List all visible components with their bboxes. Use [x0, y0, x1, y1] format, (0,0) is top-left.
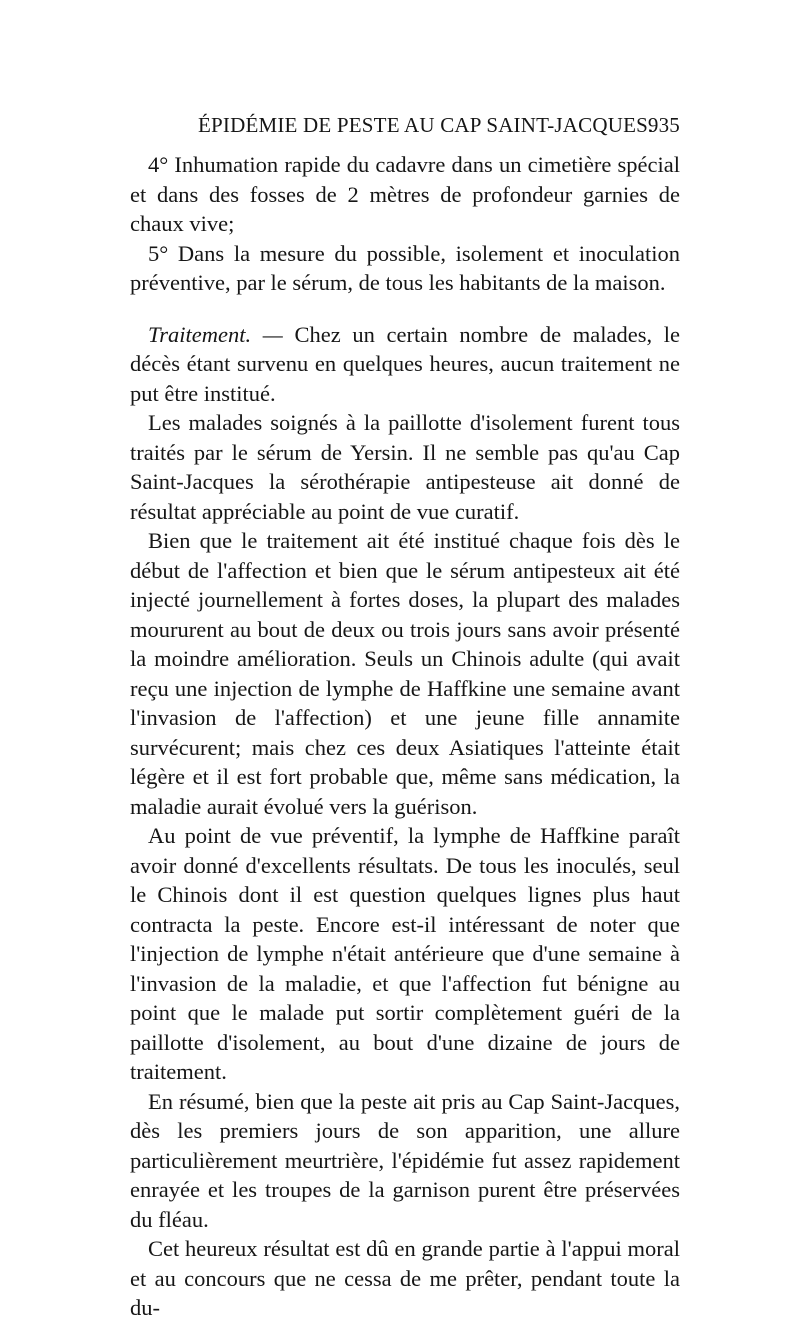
running-header: [130, 113, 680, 143]
paragraph-treatment: [130, 320, 680, 409]
paragraph-burial: 4° Inhumation rapide du cadavre dans un cimetière spécial et dans des fosses de 2 mètres de profondeur garnies de chaux vive;: [130, 152, 680, 236]
paragraph-preventive: Au point de vue préventif, la lymphe de Haffkine paraît avoir donné d'excellents résultats. De tous les inoculés, seul le Chinois dont il est question quelques lignes plus haut contracta la peste. Encore est-il intéressant de noter que l'injection de lymphe n'était antérieure que d'une semaine à l'invasion de la maladie, et que l'affection fut bénigne au point que le malade put sortir complètement guéri de la paillotte d'isolement, au bout d'une dizaine de jours de traitement.: [130, 823, 680, 1084]
body-text: [130, 150, 680, 1323]
paragraph-summary: En résumé, bien que la peste ait pris au Cap Saint-Jacques, dès les premiers jours de son apparition, une allure particulièrement meurtrière, l'épidémie fut assez rapidement enrayée et les troupes de la garnison purent être préservées du fléau.: [130, 1088, 680, 1232]
paragraph-outcomes: Bien que le traitement ait été institué chaque fois dès le début de l'affection et bien que le sérum antipesteux ait été injecté journellement à fortes doses, la plupart des malades moururent au bout de deux ou trois jours sans avoir présenté la moindre amélioration. Seuls un Chinois adulte (qui avait reçu une injection de lymphe de Haffkine une semaine avant l'invasion de l'affection) et une jeune fille annamite survécurent; mais chez ces deux Asiatiques l'atteinte était légère et il est fort probable que, même sans médication, la maladie aurait évolué vers la guérison.: [130, 528, 680, 819]
paragraph-treatment-text: Chez un certain nombre de malades, le décès étant survenu en quelques heures, aucun traitement ne put être institué.: [130, 321, 680, 406]
running-title: ÉPIDÉMIE DE PESTE AU CAP SAINT-JACQUES.: [198, 113, 654, 137]
page-number: 935: [647, 113, 680, 137]
section-heading-treatment: Traitement. —: [148, 321, 283, 347]
paragraph-acknowledgement: Cet heureux résultat est dû en grande partie à l'appui moral et au concours que ne cessa de me prêter, pendant toute la du-: [130, 1236, 680, 1320]
paragraph-serum: Les malades soignés à la paillotte d'isolement furent tous traités par le sérum de Yersin. Il ne semble pas qu'au Cap Saint-Jacques la sérothérapie antipesteuse ait donné de résultat appréciable au point de vue curatif.: [130, 410, 680, 524]
paragraph-isolation: 5° Dans la mesure du possible, isolement et inoculation préventive, par le sérum, de tous les habitants de la maison.: [130, 240, 680, 295]
